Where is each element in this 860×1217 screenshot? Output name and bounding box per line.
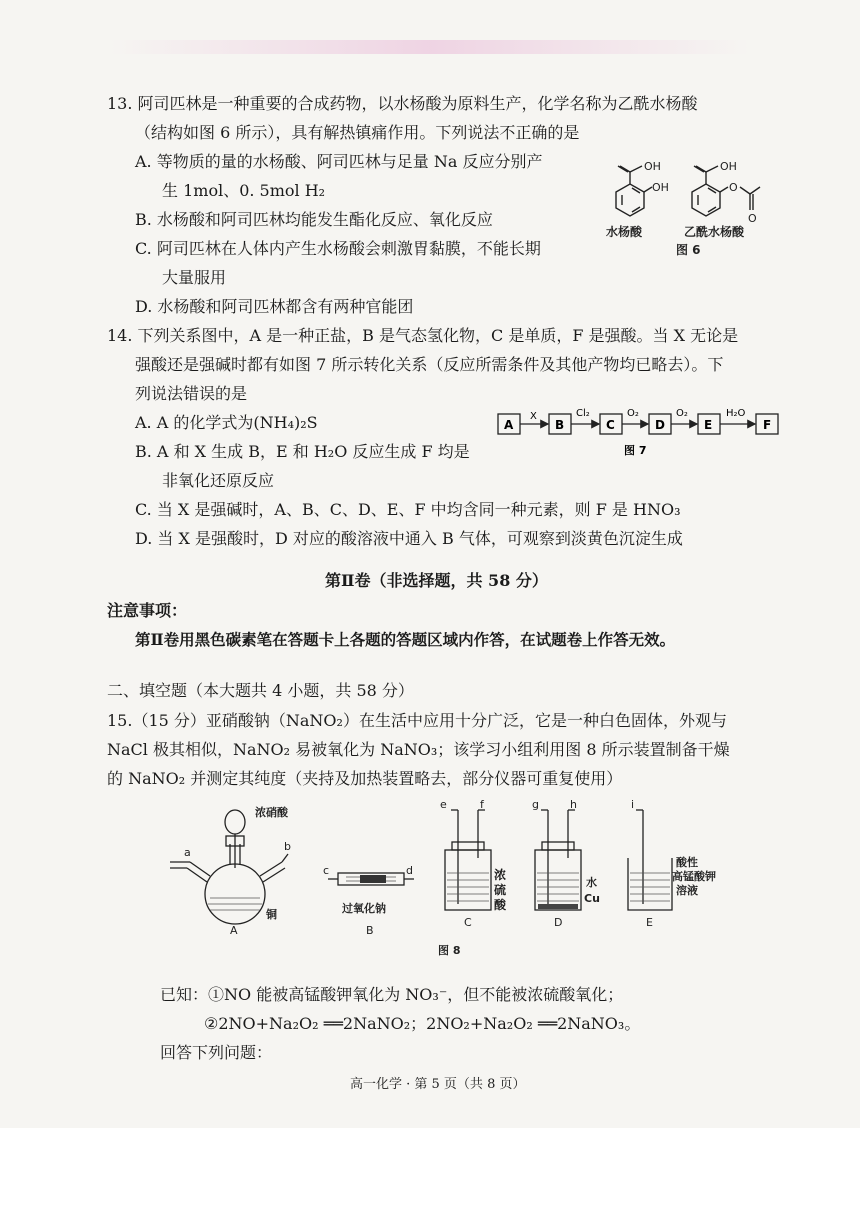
conc-sulfuric-acid-label: 浓 硫 酸 xyxy=(494,868,507,912)
page-edge-tint xyxy=(110,40,750,54)
conc-nitric-acid-label: 浓硝酸 xyxy=(255,806,288,819)
figure-6-caption: 图 6 xyxy=(676,243,701,257)
q13-option-c-2: 大量服用 xyxy=(162,268,227,287)
flow-box-f: F xyxy=(763,418,772,432)
kmno4-label-2: 高锰酸钾 xyxy=(672,870,716,883)
arrow-label-o2: O₂ xyxy=(627,408,639,419)
figure-6-structures xyxy=(592,152,782,260)
port-g-label: g xyxy=(532,798,539,811)
flow-box-d: D xyxy=(655,418,665,432)
arrow-label-cl2: Cl₂ xyxy=(576,408,590,419)
unit-b-label: B xyxy=(366,924,374,937)
flow-box-b: B xyxy=(555,418,565,432)
kmno4-label-1: 酸性 xyxy=(676,856,698,869)
copper-label-d: Cu xyxy=(584,892,600,905)
oh-label: OH xyxy=(644,160,661,173)
flow-box-c: C xyxy=(606,418,615,432)
q15-known-1: 已知：①NO 能被高锰酸钾氧化为 NO₃⁻，但不能被浓硫酸氧化； xyxy=(160,985,624,1004)
oh-label: OH xyxy=(720,160,737,173)
port-f-label: f xyxy=(480,798,484,811)
o-label: O xyxy=(729,181,738,194)
aspirin-label: 乙酰水杨酸 xyxy=(684,225,745,239)
port-h-label: h xyxy=(570,798,577,811)
salicylic-acid-label: 水杨酸 xyxy=(606,225,643,239)
flow-box-e: E xyxy=(704,418,713,432)
port-c-label: c xyxy=(323,864,330,877)
copper-layer xyxy=(538,904,578,909)
q15-line-2: NaCl 极其相似，NaNO₂ 易被氧化为 NaNO₃；该学习小组利用图 8 所示装置制备干燥 xyxy=(107,740,730,759)
q15-line-1: 15.（15 分）亚硝酸钠（NaNO₂）在生活中应用十分广泛，它是一种白色固体，外观与 xyxy=(107,711,727,730)
arrow-label-x: X xyxy=(530,411,537,422)
q13-option-a-2: 生 1mol、0. 5mol H₂ xyxy=(162,181,326,200)
unit-e-label: E xyxy=(646,916,653,929)
q15-line-3: 的 NaNO₂ 并测定其纯度（夹持及加热装置略去，部分仪器可重复使用） xyxy=(107,769,623,788)
kmno4-label-3: 溶液 xyxy=(676,884,698,897)
section-heading: 二、填空题（本大题共 4 小题，共 58 分） xyxy=(107,681,414,700)
q14-option-b-1: B. A 和 X 生成 B，E 和 H₂O 反应生成 F 均是 xyxy=(135,442,470,461)
o-label: O xyxy=(748,212,757,225)
page-footer: 高一化学 · 第 5 页（共 8 页） xyxy=(350,1077,526,1092)
q14-stem-1: 14. 下列关系图中，A 是一种正盐，B 是气态氢化物，C 是单质，F 是强酸。当 X 无论是 xyxy=(107,326,739,345)
flow-box-a: A xyxy=(504,418,514,432)
oh-label: OH xyxy=(652,181,669,194)
figure-8-caption: 图 8 xyxy=(438,944,461,957)
port-d-label: d xyxy=(406,864,413,877)
port-a-label: a xyxy=(184,846,191,859)
figure-7-caption: 图 7 xyxy=(624,444,647,457)
arrow-label-h2o: H₂O xyxy=(726,408,746,419)
water-label: 水 xyxy=(586,876,597,889)
unit-a-label: A xyxy=(230,924,238,937)
sodium-peroxide-label: 过氧化钠 xyxy=(342,902,386,915)
q14-option-d: D. 当 X 是强酸时，D 对应的酸溶液中通入 B 气体，可观察到淡黄色沉淀生成 xyxy=(135,529,683,548)
figure-8-apparatus xyxy=(160,798,720,960)
figure-7-flow xyxy=(496,404,782,458)
unit-d-label: D xyxy=(554,916,563,929)
q13-stem-1: 13. 阿司匹林是一种重要的合成药物，以水杨酸为原料生产，化学名称为乙酰水杨酸 xyxy=(107,94,698,113)
q14-option-a: A. A 的化学式为(NH₄)₂S xyxy=(135,413,318,432)
q13-option-c-1: C. 阿司匹林在人体内产生水杨酸会刺激胃黏膜，不能长期 xyxy=(135,239,541,258)
q13-stem-2: （结构如图 6 所示），具有解热镇痛作用。下列说法不正确的是 xyxy=(135,123,580,142)
q13-option-a-1: A. 等物质的量的水杨酸、阿司匹林与足量 Na 反应分别产 xyxy=(135,152,543,171)
port-i-label: i xyxy=(631,798,635,811)
peroxide-fill xyxy=(360,875,386,883)
q14-option-c: C. 当 X 是强碱时，A、B、C、D、E、F 中均含同一种元素，则 F 是 HNO₃ xyxy=(135,500,681,519)
q14-stem-2: 强酸还是强碱时都有如图 7 所示转化关系（反应所需条件及其他产物均已略去）。下 xyxy=(135,355,724,374)
part-2-heading: 第Ⅱ卷（非选择题，共 58 分） xyxy=(325,571,548,590)
arrow-label-o2: O₂ xyxy=(676,408,688,419)
port-b-label: b xyxy=(284,840,291,853)
q13-option-b: B. 水杨酸和阿司匹林均能发生酯化反应、氧化反应 xyxy=(135,210,493,229)
port-e-label: e xyxy=(440,798,447,811)
q15-answer-prompt: 回答下列问题： xyxy=(160,1043,273,1062)
q14-stem-3: 列说法错误的是 xyxy=(135,384,248,403)
copper-label-a: 铜 xyxy=(266,908,277,921)
unit-c-label: C xyxy=(464,916,472,929)
q14-option-b-2: 非氧化还原反应 xyxy=(162,471,275,490)
q13-option-d: D. 水杨酸和阿司匹林都含有两种官能团 xyxy=(135,297,414,316)
notice-text: 第Ⅱ卷用黑色碳素笔在答题卡上各题的答题区域内作答，在试题卷上作答无效。 xyxy=(135,630,676,649)
notice-title: 注意事项： xyxy=(107,601,188,620)
q15-known-2: ②2NO+Na₂O₂ ══2NaNO₂；2NO₂+Na₂O₂ ══2NaNO₃。 xyxy=(204,1014,641,1033)
